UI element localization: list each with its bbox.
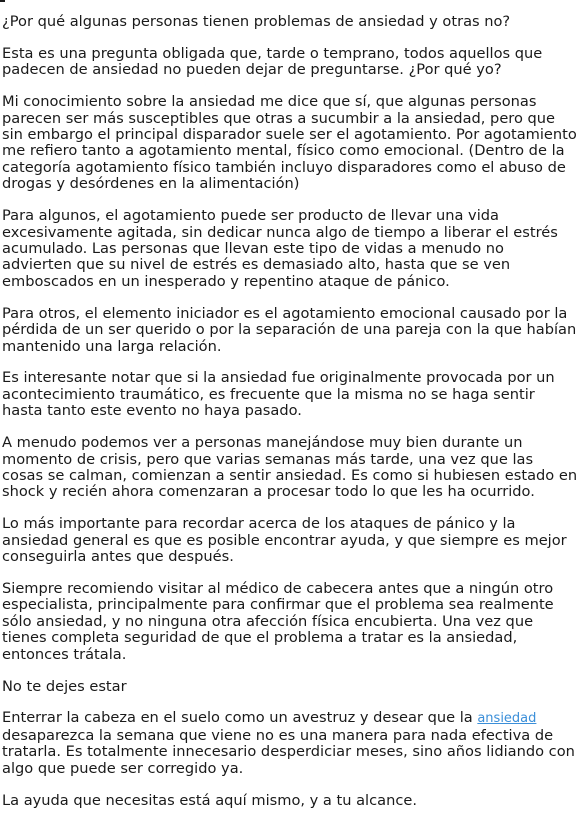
article-body: [2, 14, 578, 824]
avestruz-text-before: Enterrar la cabeza en el suelo como un avestruz y desear que la: [2, 709, 478, 727]
paragraph-closing: La ayuda que necesitas está aquí mismo, y a tu alcance.: [2, 791, 417, 809]
paragraph-agotamiento-emocional: Para otros, el elemento iniciador es el agotamiento emocional causado por la pérdida de un ser querido o por la separación de una pareja con la que habían mantenido una larga relación.: [2, 304, 577, 355]
top-edge-mark: [0, 0, 5, 2]
paragraph-agotamiento: Mi conocimiento sobre la ansiedad me dice que sí, que algunas personas parecen ser más susceptibles que otras a sucumbir a la ansiedad, pero que sin embargo el principal disparador suele ser el agotamiento. Por agotamiento me refiero tanto a agotamiento mental, físico como emocional. (Dentro de la categoría agotamiento físico también incluyo disparadores como el abuso de drogas y desórdenes en la alimentación): [2, 93, 577, 193]
paragraph-question: ¿Por qué algunas personas tienen problemas de ansiedad y otras no?: [2, 13, 511, 30]
paragraph-trauma: Es interesante notar que si la ansiedad fue originalmente provocada por un acontecimiento traumático, es frecuente que la misma no se haga sentir hasta tanto este evento no haya pasado.: [2, 369, 555, 420]
paragraph-avestruz: [2, 710, 578, 777]
paragraph-subheading: No te dejes estar: [2, 677, 127, 695]
paragraph-ayuda: Lo más importante para recordar acerca de los ataques de pánico y la ansiedad general es que es posible encontrar ayuda, y que siempre es mejor conseguirla antes que después.: [2, 515, 567, 566]
paragraph-vida-agitada: Para algunos, el agotamiento puede ser producto de llevar una vida excesivamente agitada, sin dedicar nunca algo de tiempo a liberar el estrés acumulado. Las personas que llevan este tipo de vidas a menudo no advierten que su nivel de estrés es demasiado alto, hasta que se ven emboscados en un inesperado y repentino ataque de pánico.: [2, 207, 558, 290]
avestruz-text-after: desaparezca la semana que viene no es una manera para nada efectiva de tratarla. Es totalmente innecesario desperdiciar meses, sino años lidiando con algo que puede ser corregido ya.: [2, 726, 575, 777]
paragraph-intro: Esta es una pregunta obligada que, tarde o temprano, todos aquellos que padecen de ansiedad no pueden dejar de preguntarse. ¿Por qué yo?: [2, 44, 543, 79]
ansiedad-link[interactable]: ansiedad: [477, 711, 537, 727]
paragraph-crisis: A menudo podemos ver a personas manejándose muy bien durante un momento de crisis, pero que varias semanas más tarde, una vez que las cosas se calman, comienzan a sentir ansiedad. Es como si hubiesen estado en shock y recién ahora comenzaran a procesar todo lo que les ha ocurrido.: [2, 434, 578, 501]
paragraph-medico: Siempre recomiendo visitar al médico de cabecera antes que a ningún otro especialista, principalmente para confirmar que el problema sea realmente sólo ansiedad, y no ninguna otra afección física encubierta. Una vez que tienes completa seguridad de que el problema a tratar es la ansiedad, entonces trátala.: [2, 579, 554, 663]
